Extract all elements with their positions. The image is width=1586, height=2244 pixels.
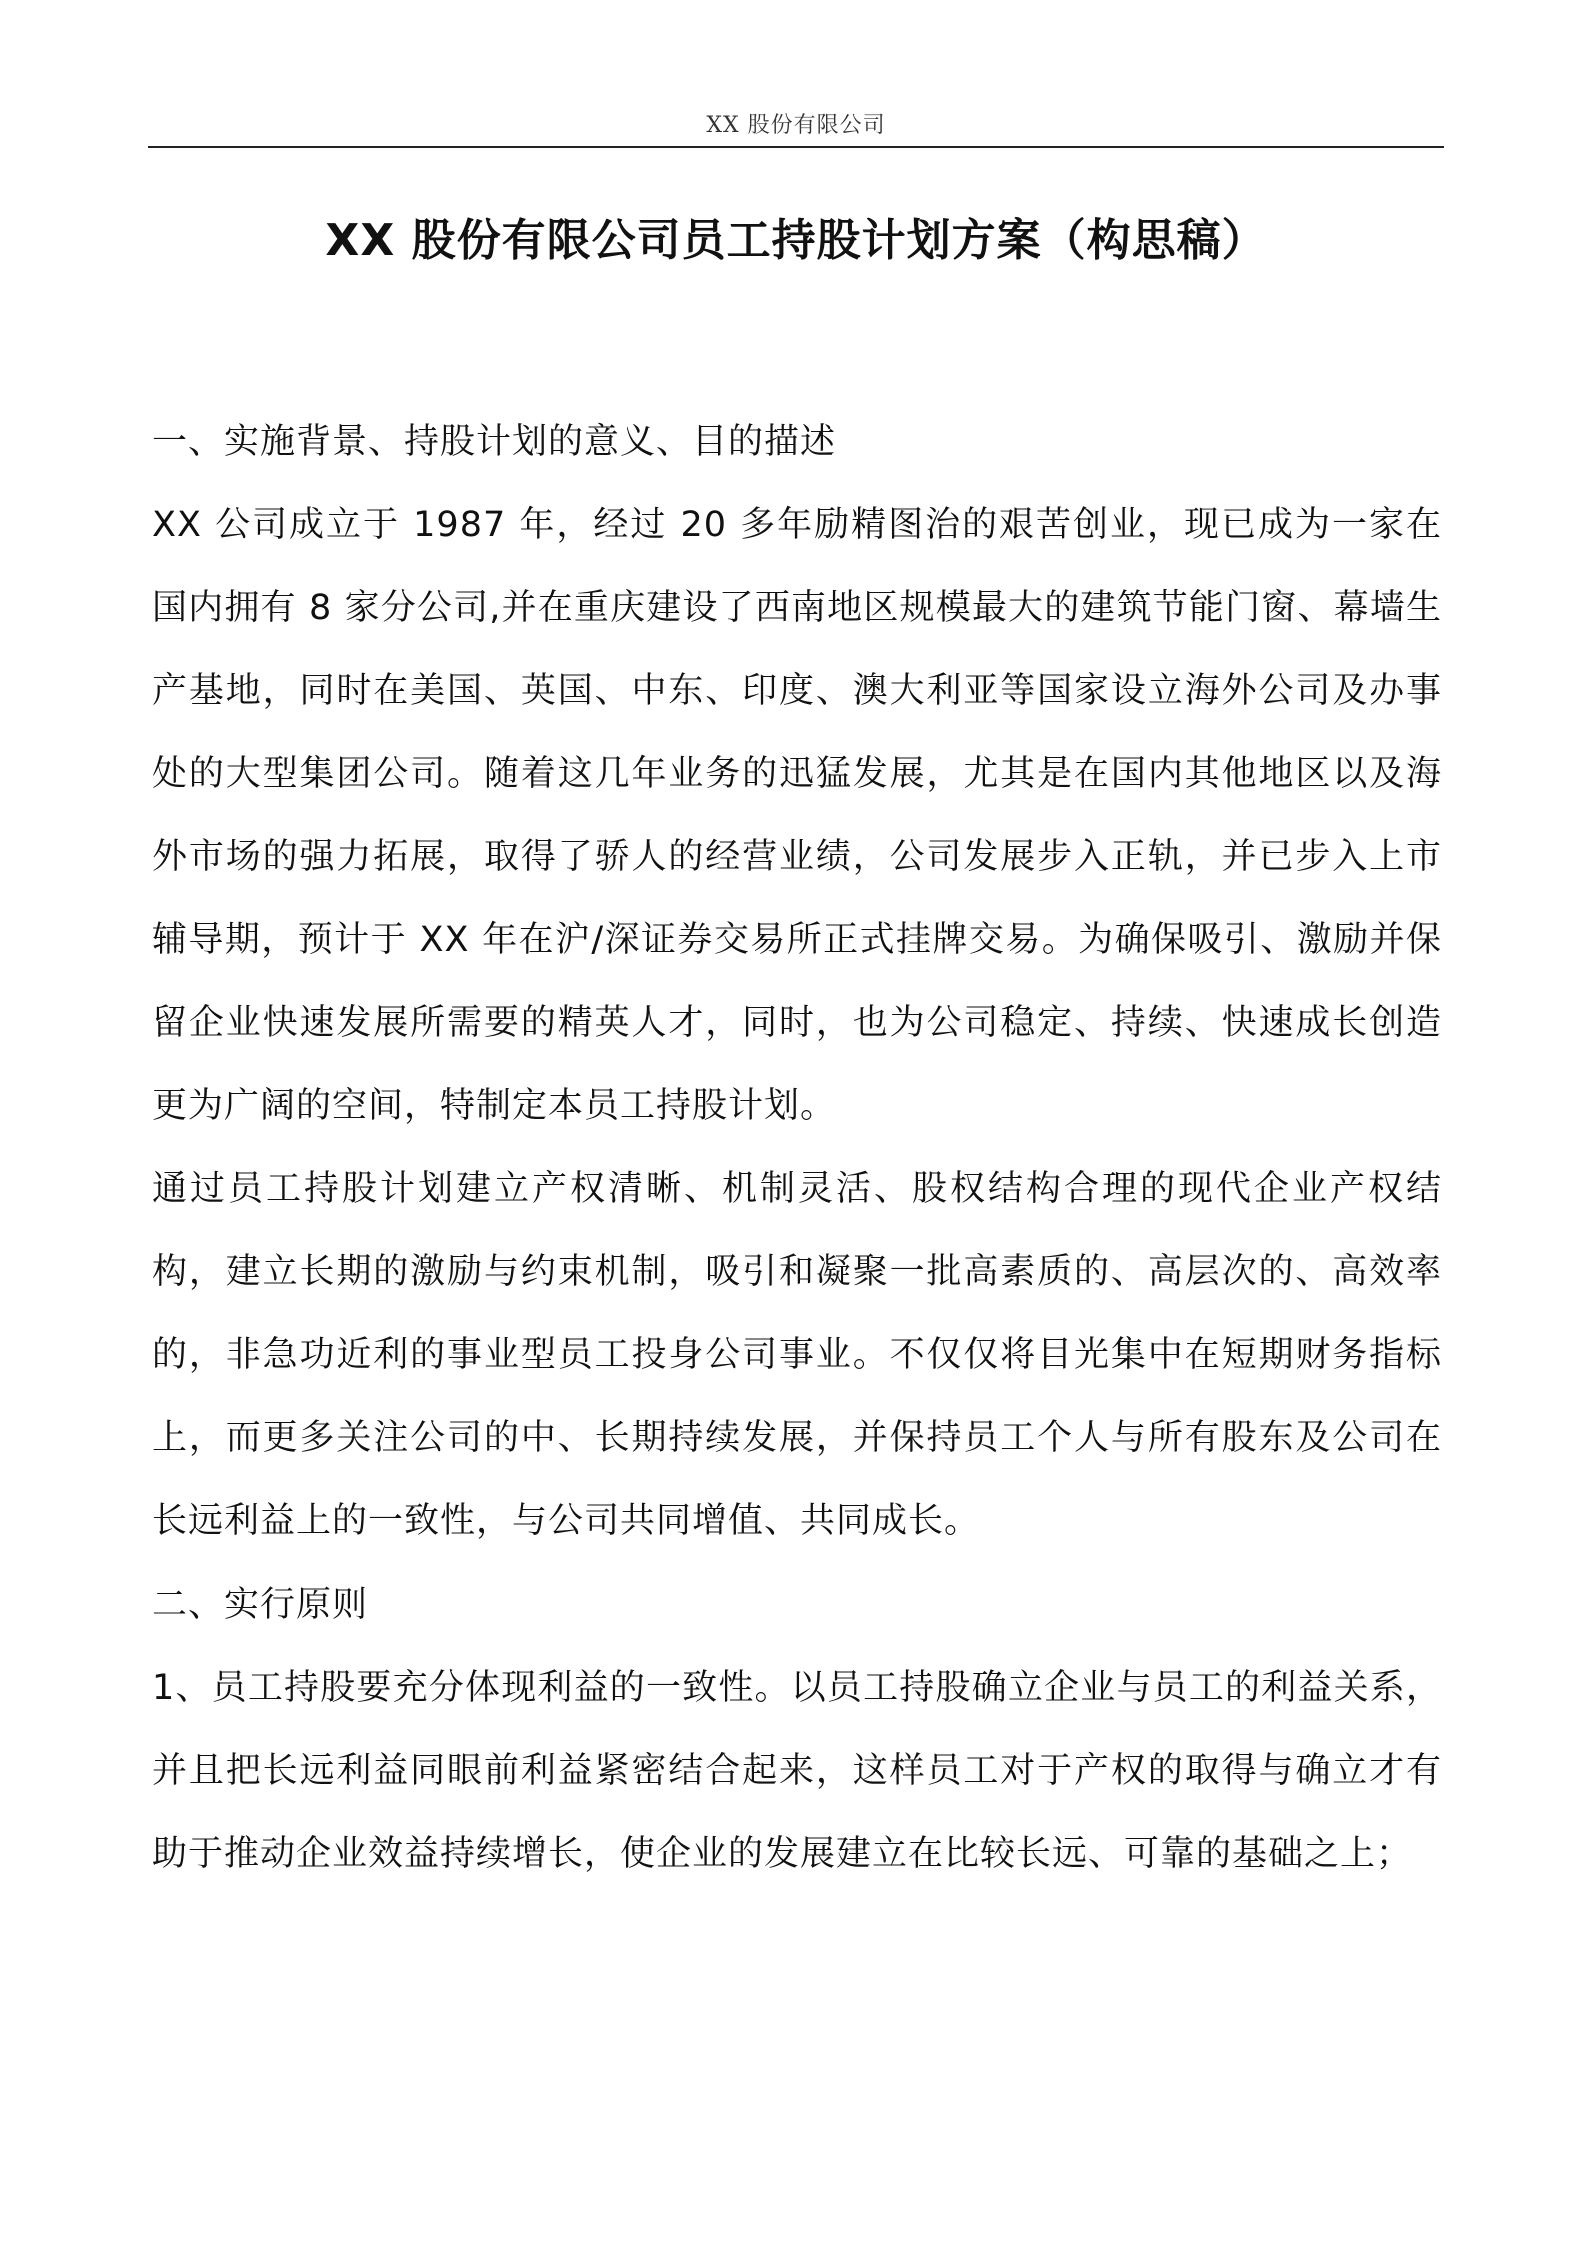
section-heading-1: 一、实施背景、持股计划的意义、目的描述: [152, 422, 837, 462]
document-title: XX 股份有限公司员工持股计划方案（构思稿）: [325, 215, 1267, 266]
running-header: XX 股份有限公司: [706, 113, 886, 138]
paragraph-background: XX 公司成立于 1987 年，经过 20 多年励精图治的艰苦创业，现已成为一家在国内拥有 8 家分公司,并在重庆建设了西南地区规模最大的建筑节能门窗、幕墙生产基地，同时在美国、英国、中东、印度、澳大利亚等国家设立海外公司及办事处的大型集团公司。随着这几年业务的迅猛发展，尤其是在国内其他地区以及海外市场的强力拓展，取得了骄人的经营业绩，公司发展步入正轨，并已步入上市辅导期，预计于 XX 年在沪/深证券交易所正式挂牌交易。为确保吸引、激励并保留企业快速发展所需要的精英人才，同时，也为公司稳定、持续、快速成长创造更为广阔的空间，特制定本员工持股计划。: [152, 505, 1442, 1126]
section-heading-2: 二、实行原则: [152, 1585, 369, 1625]
paragraph-purpose: 通过员工持股计划建立产权清晰、机制灵活、股权结构合理的现代企业产权结构，建立长期的激励与约束机制，吸引和凝聚一批高素质的、高层次的、高效率的，非急功近利的事业型员工投身公司事业。不仅仅将目光集中在短期财务指标上，而更多关注公司的中、长期持续发展，并保持员工个人与所有股东及公司在长远利益上的一致性，与公司共同增值、共同成长。: [152, 1169, 1442, 1541]
paragraph-principle-1: 1、员工持股要充分体现利益的一致性。以员工持股确立企业与员工的利益关系，并且把长远利益同眼前利益紧密结合起来，这样员工对于产权的取得与确立才有助于推动企业效益持续增长，使企业的发展建立在比较长远、可靠的基础之上；: [152, 1668, 1442, 1874]
document-body: [152, 400, 1442, 1896]
header-divider: [148, 146, 1444, 148]
